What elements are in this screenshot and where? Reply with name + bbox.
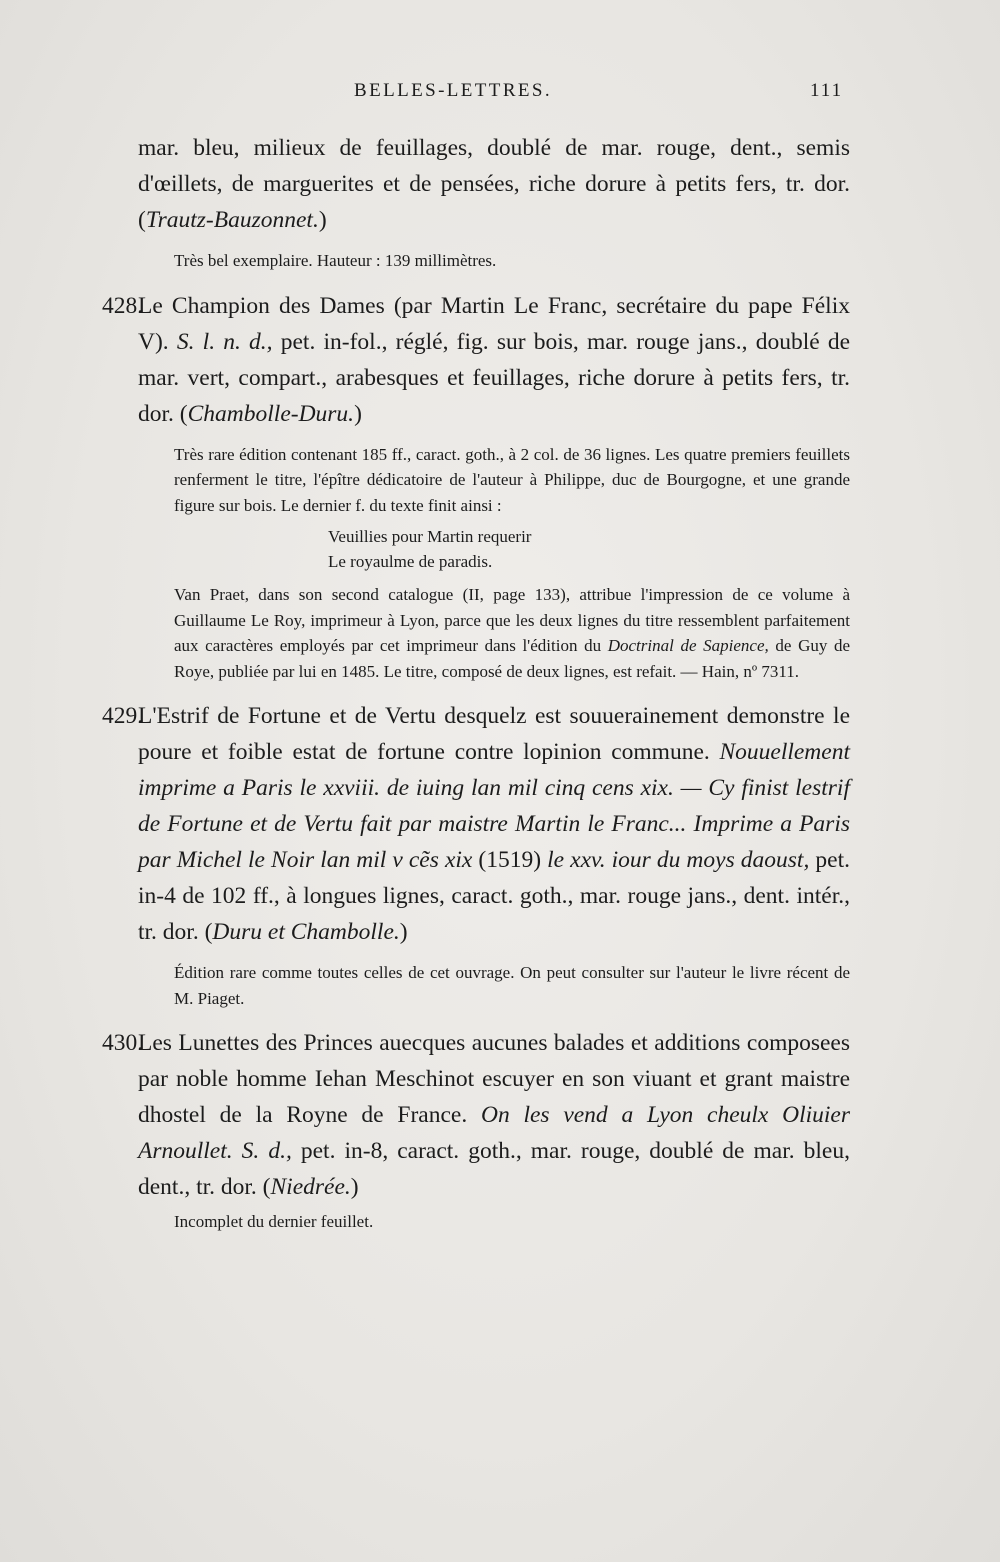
page-header <box>0 80 1000 110</box>
entry-text: ) <box>318 207 327 233</box>
note-text: Très rare édition contenant 185 ff., caract. goth., à 2 col. de 36 lignes. Les quatre premiers feuillets renferment le titre, l'épître dédicatoire de l'auteur à Philippe, duc de Bourgogne, et une grande figure sur bois. Le dernier f. du texte finit ainsi : <box>174 444 850 515</box>
entry-text: ) <box>399 919 408 945</box>
entry-text: pet. in-4 de 102 ff., à longues lignes, caract. goth., mar. rouge jans., dent. intér., tr. dor. ( <box>138 847 850 945</box>
verse-line: Veuillies pour Martin requerir <box>328 527 532 546</box>
entry-text: pet. in-fol., réglé, fig. sur bois, mar. rouge jans., doublé de mar. vert, compart., arabesques et feuillages, riche dorure à petits fers, tr. dor. ( <box>138 328 851 427</box>
binder-name: Niedrée. <box>270 1174 351 1200</box>
entry-text: mar. bleu, milieux de feuillages, doublé de mar. rouge, dent., semis d'œillets, de marguerites et de pensées, riche dorure à petits fers, tr. dor. ( <box>138 135 850 233</box>
entry-430-description <box>102 1025 850 1205</box>
page-body <box>102 130 851 1249</box>
quoted-verse <box>328 524 850 574</box>
imprint: S. l. n. d., <box>176 328 273 355</box>
entry-text: L'Estrif de Fortune et de Vertu desquelz est souuerainement demonstre le poure et foible estat de fortune contre lopinion commune. <box>138 703 850 765</box>
running-title: BELLES-LETTRES. <box>354 80 553 101</box>
entry-text: ) <box>354 400 362 427</box>
entry-427-continuation <box>138 130 850 274</box>
note-text: Incomplet du dernier feuillet. <box>174 1212 374 1231</box>
entry-427-note <box>174 248 850 274</box>
binder-name: Duru et Chambolle. <box>212 919 400 945</box>
entry-text: ) <box>350 1174 359 1200</box>
note-text <box>174 582 850 684</box>
page-number: 111 <box>810 80 844 101</box>
entry-number: 428. <box>102 292 144 319</box>
note-fragment: Van Praet, dans son second catalogue (II, page 133), attribue l'impression de ce volume à Guillaume Le Roy, imprimeur à Lyon, parce que les deux lignes du titre ressemblent parfaitement aux caractères employés par cet imprimeur dans l'édition du <box>174 585 850 655</box>
imprint: On les vend a Lyon cheulx Oliuier Arnoullet. S. d., <box>138 1102 850 1164</box>
entry-427-description <box>138 130 850 238</box>
binder-name: Trautz-Bauzonnet. <box>145 207 319 233</box>
entry-number: 429. <box>102 703 144 729</box>
note-fragment: de Guy de Roye, publiée par lui en 1485. Le titre, composé de deux lignes, est refait. — Hain, nº 7311. <box>174 636 851 681</box>
imprint: le xxv. iour du moys daoust, <box>547 847 810 873</box>
cited-title: Doctrinal de Sapience, <box>607 636 769 655</box>
entry-text: Les Lunettes des Princes auecques aucunes balades et additions composees par noble homme Iehan Meschinot escuyer en son viuant et grant maistre dhostel de la Royne de France. <box>138 1030 850 1128</box>
entry-428-notes <box>174 442 850 685</box>
entry-430 <box>102 1025 850 1235</box>
note-text: Très bel exemplaire. Hauteur : 139 millimètres. <box>174 251 497 270</box>
entry-428-description <box>102 288 851 432</box>
entry-428 <box>102 288 851 685</box>
verse-line: Le royaulme de paradis. <box>328 552 493 571</box>
entry-text: Le Champion des Dames (par Martin Le Franc, secrétaire du pape Félix V). <box>138 292 850 355</box>
note-text: Édition rare comme toutes celles de cet ouvrage. On peut consulter sur l'auteur le livre récent de M. Piaget. <box>174 963 850 1008</box>
binder-name: Chambolle-Duru. <box>187 400 355 427</box>
imprint: Nouuellement imprime a Paris le xxviii. de iuing lan mil cinq cens xix. — Cy finist lestrif de Fortune et de Vertu fait par maistre Martin le Franc... Imprime a Paris par Michel le Noir lan mil v cẽs xix <box>138 739 850 873</box>
entry-430-note <box>174 1209 850 1235</box>
entry-number: 430. <box>102 1030 144 1056</box>
entry-text: (1519) <box>472 847 548 873</box>
entry-text: pet. in-8, caract. goth., mar. rouge, doublé de mar. bleu, dent., tr. dor. ( <box>138 1138 850 1200</box>
entry-429-description <box>102 698 850 950</box>
entry-429-note <box>174 960 850 1011</box>
entry-429 <box>102 698 850 1011</box>
